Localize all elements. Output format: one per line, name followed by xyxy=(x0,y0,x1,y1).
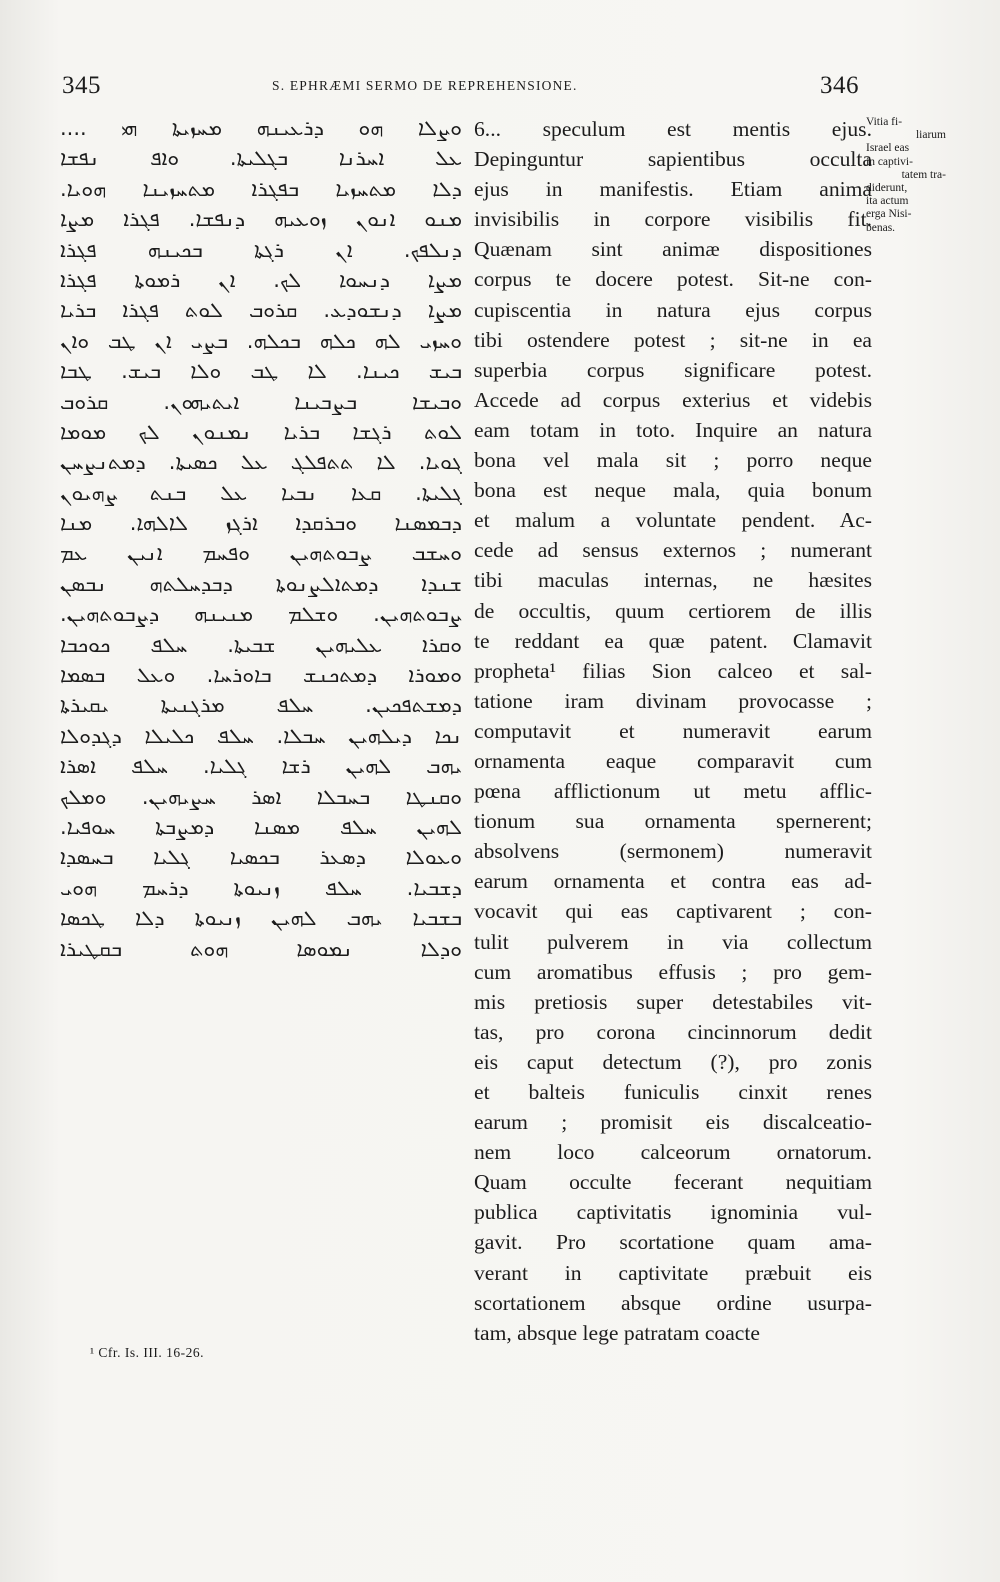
margin-note xyxy=(866,116,946,235)
latin-line: tulit pulverem in via collectum xyxy=(474,929,872,954)
syriac-line: ܡܨܐ ܕܢܫܘܕܥ. ܩܪܘܒ ܠܘܬ ܦܓܪܐ ܒܪܝܐ xyxy=(60,298,462,323)
latin-line: publica captivitatis ignominia vul- xyxy=(474,1200,872,1225)
syriac-line: ܕܒܡܣܢܐ ܘܒܪܩܕܐ ܐܪܓܙ ܠܐܠܗܐ. ܡܢܐ xyxy=(60,511,462,536)
syriac-line: ܕܡܫܬܦܟܝܢ. ܚܠܦ ܡܪܓܢܝܬܐ ܝܩܝܪܬܐ xyxy=(60,693,462,718)
latin-line: bona vel mala sit ; porro neque xyxy=(474,448,872,473)
syriac-line: ܒܫܒܝܐ ܝܗܒ ܠܗܝܢ ܙܢܝܘܬܐ ܕܠܐ ܛܟܣܐ xyxy=(60,906,462,931)
latin-line: invisibilis in corpore visibilis fit. xyxy=(474,207,872,232)
latin-line: nem loco calceorum ornatorum. xyxy=(474,1140,872,1165)
footnote: ¹ Cfr. Is. III. 16-26. xyxy=(90,1345,205,1360)
syriac-line: ܕܠܐ ܡܬܚܙܝܐ ܒܦܓܪܐ ܡܬܚܙܝܢܐ ܗܘܝܐ. xyxy=(60,176,462,201)
latin-line: propheta¹ filias Sion calceo et sal- xyxy=(474,658,872,683)
latin-line: tam, absque lege patratam coacte xyxy=(474,1320,760,1345)
mn-line: Israel eas xyxy=(866,142,910,155)
latin-line: cum aromatibus effusis ; pro gem- xyxy=(474,959,872,984)
latin-line: cupiscentia in natura ejus corpus xyxy=(474,297,872,322)
latin-line: superbia corpus significare potest. xyxy=(474,357,872,382)
latin-line: ejus in manifestis. Etiam anima xyxy=(474,177,872,202)
latin-line: cede ad sensus externos ; numerant xyxy=(474,538,872,563)
syriac-line: ܘܚܙܝ ܠܗ ܟܠܗ ܒܟܠܗ. ܒܨܝ ܐܢ ܛܒ ܘܐܢ xyxy=(60,328,462,353)
syriac-line: ܘܡܘܪܐ ܕܡܬܟܢܫ ܒܐܘܪܚܐ. ܘܥܠ ܒܣܡܐ xyxy=(60,663,462,688)
mn-line: diderunt, xyxy=(866,182,908,195)
mn-line: liarum xyxy=(915,129,946,142)
latin-line: tatione iram divinam provocasse ; xyxy=(474,688,872,713)
latin-line: gavit. Pro scortatione quam ama- xyxy=(474,1230,872,1255)
latin-line: computavit et numeravit earum xyxy=(474,718,872,743)
syriac-line: ܘܥܘܠܐ ܕܣܥܪ ܒܟܣܝܐ ܓܠܝܐ ܒܚܣܕܐ xyxy=(60,845,462,870)
latin-line: 6... speculum est mentis ejus. xyxy=(474,117,872,141)
syriac-line: ܒܝܫ ܟܝܢܐ. ܠܐ ܛܒ ܘܠܐ ܒܝܫ. ܛܒܐ xyxy=(60,359,462,384)
latin-line: Quam occulte fecerant nequitiam xyxy=(474,1170,872,1195)
mn-line: Vitia fi- xyxy=(866,116,903,128)
syriac-line: ܨܒܘܬܗܝܢ. ܘܫܠܡ ܡܢܝܢܗ ܕܨܒܘܬܗܝܢ. xyxy=(60,602,462,627)
latin-line: verant in captivitate præbuit eis xyxy=(474,1260,872,1285)
latin-line: earum ornamenta et contra eas ad- xyxy=(474,869,872,894)
syriac-line: ܝܗܒ ܠܗܝܢ ܪܫܐ ܓܠܝܐ. ܚܠܦ ܐܣܪܐ xyxy=(60,754,462,779)
latin-line: earum ; promisit eis discalceatio- xyxy=(474,1110,872,1135)
latin-line: pœna afflictionum ut metu afflic- xyxy=(474,779,872,804)
right-page-number: 346 xyxy=(820,72,859,99)
mn-line: tatem tra- xyxy=(901,168,946,181)
syriac-line: ܠܘܬ ܪܓܫܐ ܒܪܝܐ ܢܡܢܘܢ ܠܟ ܡܘܡܐ xyxy=(60,419,462,444)
latin-line: eis caput detectum (?), pro zonis xyxy=(474,1049,872,1074)
syriac-line: ܢܟܐ ܕܝܠܗܝܢ ܚܒܠܐ. ܚܠܦ ܟܠܝܠܐ ܕܓܕܘܠܐ xyxy=(60,723,462,748)
mn-line: erga Nisi- xyxy=(866,208,912,221)
syriac-line: ܫܢܕܐ ܕܡܬܐܠܨܢܘܬܐ ܕܒܕܚܠܬܗ ܢܒܣܢ xyxy=(60,571,462,596)
latin-line: eam totam in toto. Inquire an natura xyxy=(474,417,872,442)
latin-line: Quænam sint animæ dispositiones xyxy=(474,237,872,262)
latin-line: scortationem absque ordine usurpa- xyxy=(474,1290,872,1315)
latin-line: tibi ostendere potest ; sit-ne in ea xyxy=(474,327,872,352)
syriac-line: ܘܩܢܛܐ ܒܚܒܠܐ ܐܣܪ ܚܨܝܗܝܢ. ܘܡܠܟ xyxy=(60,784,462,809)
latin-line: et malum a voluntate pendent. Ac- xyxy=(474,508,872,533)
latin-line: corpus te docere potest. Sit-ne con- xyxy=(474,267,872,292)
latin-line: Accede ad corpus exterius et videbis xyxy=(474,387,872,412)
syriac-line: ܓܠܝܬܐ. ܩܥܐ ܢܒܝܐ ܥܠ ܒܢܬ ܨܗܝܘܢ xyxy=(60,480,462,505)
latin-line: bona est neque mala, quia bonum xyxy=(474,478,872,503)
latin-line: de occultis, quum certiorem de illis xyxy=(474,598,872,623)
latin-line: mis pretiosis super detestabiles vit- xyxy=(474,989,872,1014)
latin-line: absolvens (sermonem) numeravit xyxy=(474,839,872,864)
latin-line: tionum sua ornamenta spernerent; xyxy=(474,809,872,834)
latin-line: vocavit qui eas captivarent ; con- xyxy=(474,899,872,924)
running-head: S. EPHRÆMI SERMO DE REPREHENSIONE. xyxy=(272,78,578,93)
syriac-line: ܡܨܐ ܕܢܚܘܐ ܠܟ. ܐܢ ܪܡܘܬܐ ܦܓܪܐ xyxy=(60,267,462,292)
mn-line: ita actum xyxy=(866,195,909,208)
latin-line: ornamenta eaque comparavit cum xyxy=(474,748,872,773)
syriac-line: ܘܚܫܒ ܨܒܘܬܗܝܢ ܘܦܚܡ ܐܢܝܢ ܥܡ xyxy=(60,541,462,566)
syriac-line: ܓܘܝܐ. ܠܐ ܬܬܦܠܓ ܥܠ ܟܣܝܬܐ. ܕܡܬܢܨܚܢ xyxy=(60,450,462,475)
latin-line: tas, pro corona cincinnorum dedit xyxy=(474,1019,872,1044)
syriac-line: ܕܫܒܝܐ. ܚܠܦ ܙܢܝܘܬܐ ܕܪܚܡ ܗܘܝ xyxy=(60,875,462,900)
mn-line: in captivi- xyxy=(866,155,913,168)
syriac-line: ܥܠ ܐܚܪܢܐ ܒܓܠܝܬܐ. ܘܐܦ ܢܦܫܐ xyxy=(60,146,462,171)
syriac-line: ܡܢܘ ܐܢܘܢ ܙܘܥܝܗ ܕܢܦܫܐ. ܦܓܪܐ ܡܨܐ xyxy=(60,207,462,232)
latin-line: Depinguntur sapientibus occulta xyxy=(474,147,872,172)
latin-text-column xyxy=(474,114,872,1348)
latin-line: et balteis funiculis cinxit renes xyxy=(474,1080,872,1104)
syriac-line: ܠܗܝܢ ܚܠܦ ܡܣܢܐ ܕܡܨܒܬܐ ܚܘܦܝܐ. xyxy=(60,814,462,839)
syriac-line: ܘܕܠܐ ܢܡܘܣܐ ܗܘܬ ܒܩܛܝܪܐ xyxy=(60,936,462,961)
syriac-line: ܘܩܪܐ ܥܠܝܗܝܢ ܫܒܝܬܐ. ܚܠܦ ܟܘܟܒܐ xyxy=(60,632,462,657)
syriac-text-column xyxy=(60,113,462,964)
left-page-number: 345 xyxy=(62,72,101,99)
syriac-line: ܘܨܠܐ ܗܘ ܕܪܥܝܢܗ ܡܚܙܝܬܐ ܗܝ .... xyxy=(60,116,462,140)
mn-line: benas. xyxy=(866,221,896,234)
syriac-line: ܘܒܝܫܐ ܒܨܒܝܢܐ ܐܝܬܝܗܘܢ. ܩܪܘܒ xyxy=(60,389,462,414)
syriac-line: ܕܢܠܦܟ. ܐܢ ܪܓܬܐ ܒܟܝܢܗ ܦܓܪܐ xyxy=(60,237,462,262)
latin-line: tibi maculas internas, ne hæsites xyxy=(474,568,872,593)
latin-line: te reddant ea quæ patent. Clamavit xyxy=(474,628,872,653)
